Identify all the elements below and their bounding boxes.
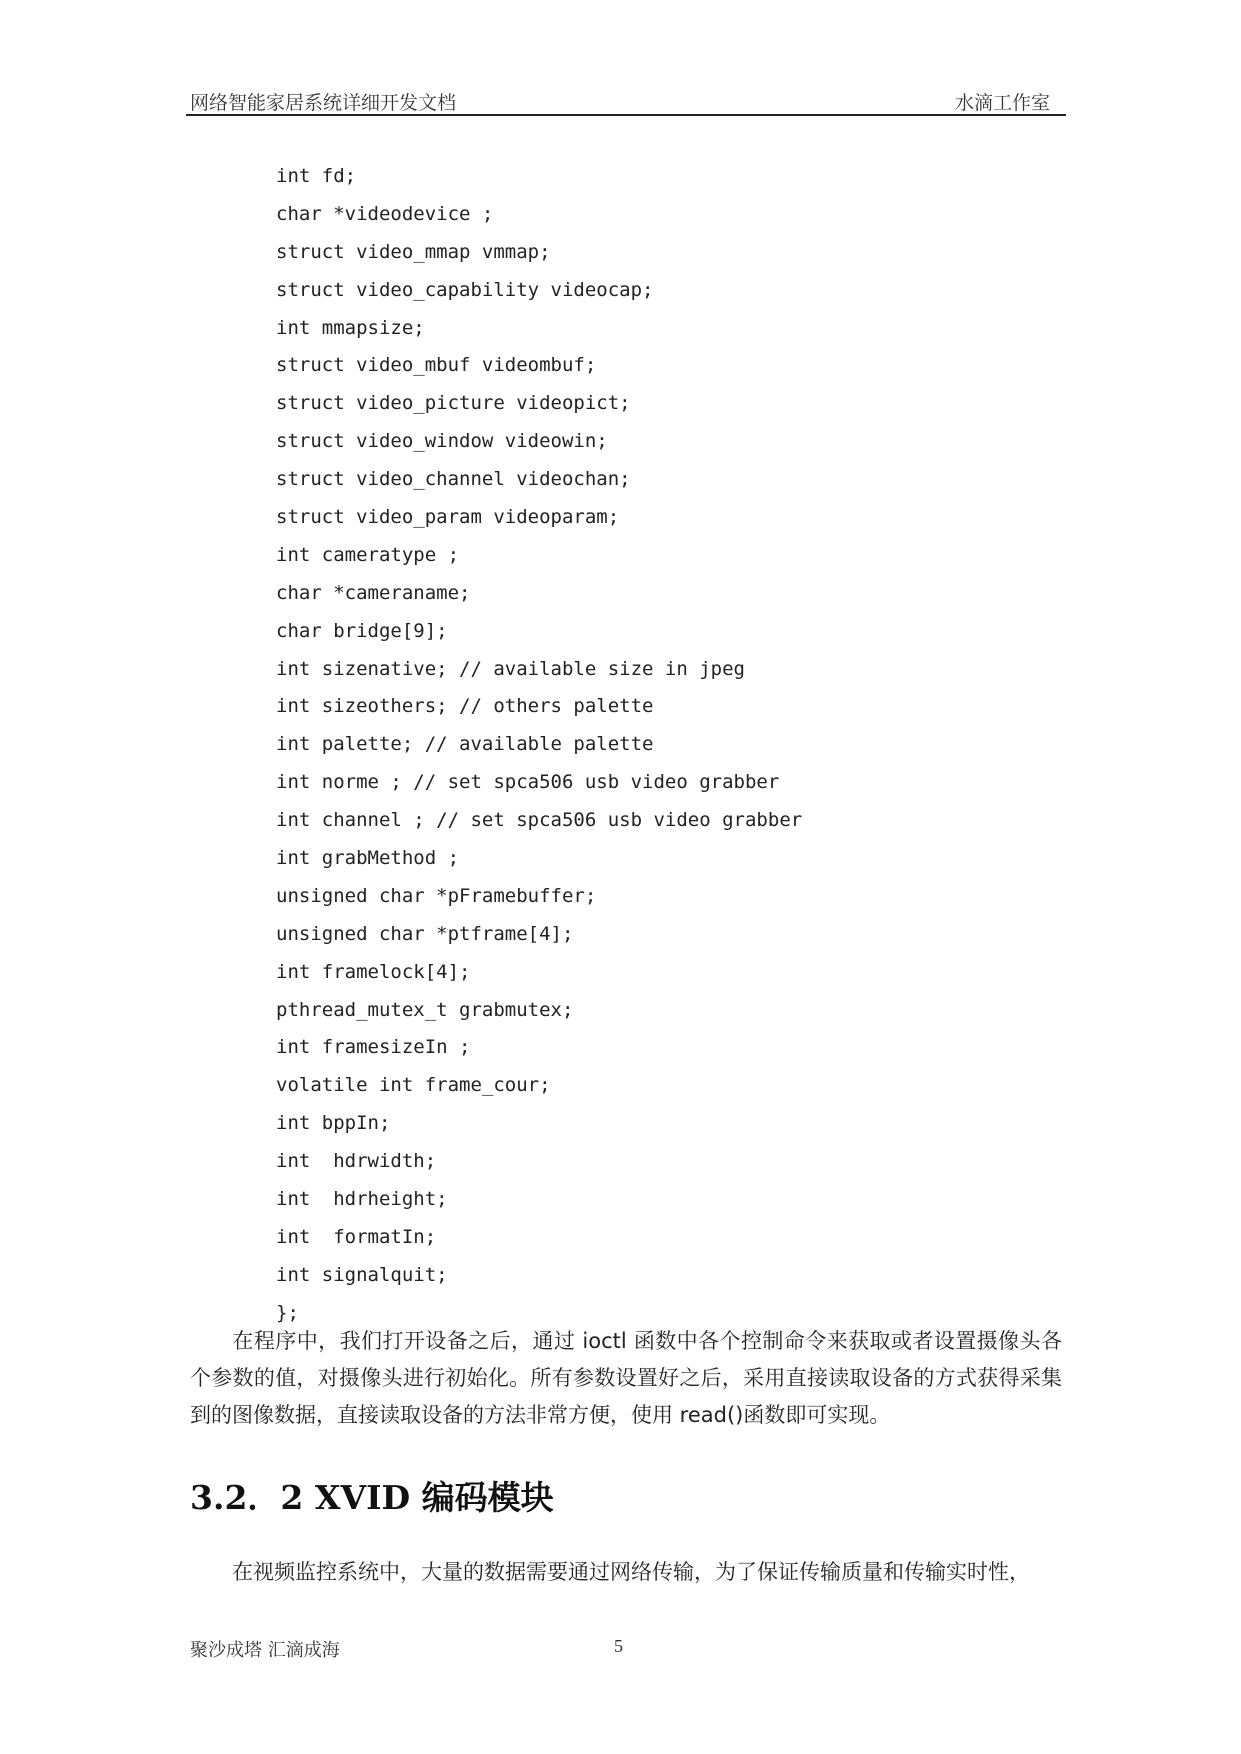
code-line: struct video_picture videopict; bbox=[276, 392, 631, 415]
code-line: char *videodevice ; bbox=[276, 202, 494, 225]
body-paragraph-1 bbox=[190, 1323, 1062, 1434]
code-line: int cameratype ; bbox=[276, 543, 460, 566]
header-studio-name: 水滴工作室 bbox=[954, 92, 1050, 114]
code-line: int grabMethod ; bbox=[276, 847, 460, 870]
code-line: struct video_capability videocap; bbox=[276, 278, 654, 301]
body-paragraph-2 bbox=[190, 1554, 1062, 1591]
code-line: }; bbox=[276, 1301, 299, 1324]
code-line: int signalquit; bbox=[276, 1263, 448, 1286]
code-line: struct video_mbuf videombuf; bbox=[276, 354, 597, 377]
code-line: int formatIn; bbox=[276, 1225, 437, 1248]
code-line: int mmapsize; bbox=[276, 316, 425, 339]
code-line: int channel ; // set spca506 usb video grabber bbox=[276, 809, 803, 832]
code-line: int fd; bbox=[276, 165, 357, 187]
code-line: struct video_window videowin; bbox=[276, 430, 608, 453]
page-number: 5 bbox=[614, 1636, 623, 1656]
code-line: volatile int frame_cour; bbox=[276, 1074, 551, 1097]
body-paragraph-1-text: 在程序中，我们打开设备之后，通过 ioctl 函数中各个控制命令来获取或者设置摄像头各个参数的值，对摄像头进行初始化。所有参数设置好之后，采用直接读取设备的方式获得采集到的图像数据，直接读取设备的方法非常方便，使用 read()函数即可实现。 bbox=[190, 1329, 1062, 1427]
code-line: int palette; // available palette bbox=[276, 733, 654, 756]
section-heading: 3.2．2 XVID 编码模块 bbox=[190, 1478, 554, 1517]
code-line: struct video_mmap vmmap; bbox=[276, 240, 551, 263]
code-line: int hdrwidth; bbox=[276, 1150, 437, 1173]
code-line: int framesizeIn ; bbox=[276, 1036, 471, 1059]
code-line: pthread_mutex_t grabmutex; bbox=[276, 998, 574, 1021]
code-line: struct video_channel videochan; bbox=[276, 468, 631, 491]
code-block bbox=[276, 158, 1056, 1333]
code-line: char *cameraname; bbox=[276, 581, 471, 604]
footer-motto: 聚沙成塔 汇滴成海 bbox=[190, 1640, 340, 1661]
code-line: unsigned char *pFramebuffer; bbox=[276, 884, 597, 907]
code-line: unsigned char *ptframe[4]; bbox=[276, 922, 574, 945]
code-line: int sizenative; // available size in jpeg bbox=[276, 657, 745, 680]
code-line: char bridge[9]; bbox=[276, 619, 448, 642]
code-line: int bppIn; bbox=[276, 1112, 391, 1135]
code-line: struct video_param videoparam; bbox=[276, 506, 620, 529]
code-line: int norme ; // set spca506 usb video grabber bbox=[276, 771, 780, 794]
page-header bbox=[186, 84, 1066, 116]
code-line: int sizeothers; // others palette bbox=[276, 695, 654, 718]
code-line: int hdrheight; bbox=[276, 1188, 448, 1211]
body-paragraph-2-text: 在视频监控系统中，大量的数据需要通过网络传输，为了保证传输质量和传输实时性， bbox=[232, 1560, 1030, 1584]
header-document-title: 网络智能家居系统详细开发文档 bbox=[190, 92, 457, 114]
code-line: int framelock[4]; bbox=[276, 960, 471, 983]
